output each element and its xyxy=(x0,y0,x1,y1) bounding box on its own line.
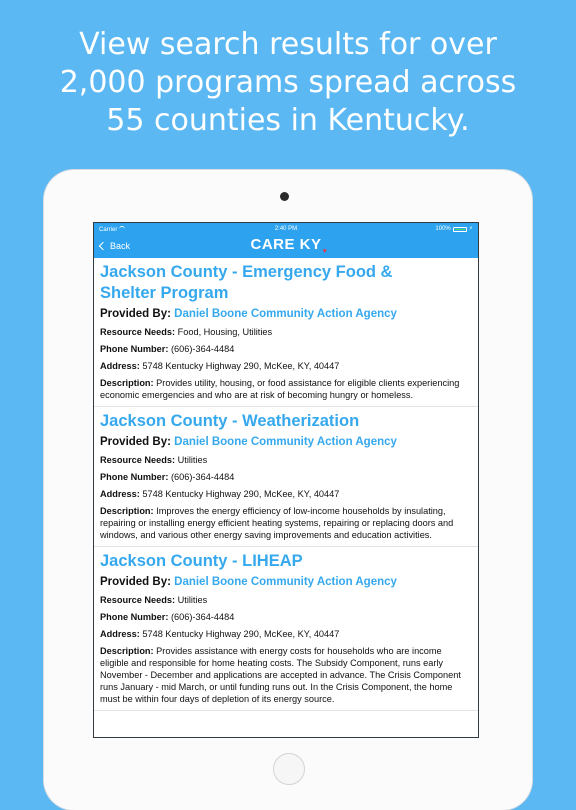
address: Address: 5748 Kentucky Highway 290, McKee, KY, 40447 xyxy=(100,361,340,371)
provided-by: Provided By: Daniel Boone Community Action Agency xyxy=(100,308,397,320)
address-link[interactable]: 5748 Kentucky Highway 290, McKee, KY, 40447 xyxy=(142,489,340,499)
address-link[interactable]: 5748 Kentucky Highway 290, McKee, KY, 40447 xyxy=(142,361,340,371)
phone-link[interactable]: (606)-364-4484 xyxy=(170,472,235,482)
app-logo xyxy=(94,236,478,253)
resource-needs: Resource Needs: Utilities xyxy=(100,455,208,465)
description: Description: Provides assistance with energy costs for households who are income eligible and responsible for home heating costs. The Subsidy Component, runs early November - December and applications are accepted in advance. The Crisis Component runs January - mid March, or until funding runs out. In the Crisis Component, the home must be within four days of depletion of its energy source. xyxy=(100,646,461,704)
program-title[interactable]: Jackson County - Emergency Food & Shelter Program xyxy=(100,263,393,302)
provider-link[interactable]: Daniel Boone Community Action Agency xyxy=(174,436,397,448)
phone-number: Phone Number: (606)-364-4484 xyxy=(100,472,235,482)
program-title[interactable]: Jackson County - Weatherization xyxy=(100,412,360,430)
program-card[interactable] xyxy=(94,407,478,547)
provided-by: Provided By: Daniel Boone Community Action Agency xyxy=(100,436,397,448)
status-battery xyxy=(435,226,473,233)
battery-percent: 100% xyxy=(435,226,451,232)
address: Address: 5748 Kentucky Highway 290, McKee, KY, 40447 xyxy=(100,629,340,639)
headline-line-2: 2,000 programs spread across xyxy=(59,65,517,100)
status-time: 2:40 PM xyxy=(274,226,298,232)
program-card[interactable] xyxy=(94,258,478,407)
phone-number: Phone Number: (606)-364-4484 xyxy=(100,344,235,354)
status-carrier: Carrier xyxy=(99,226,125,234)
camera-icon xyxy=(280,192,289,201)
headline-line-3: 55 counties in Kentucky. xyxy=(106,103,470,138)
address: Address: 5748 Kentucky Highway 290, McKee, KY, 40447 xyxy=(100,489,340,499)
address-link[interactable]: 5748 Kentucky Highway 290, McKee, KY, 40447 xyxy=(142,629,340,639)
results-list xyxy=(94,258,478,711)
heart-icon: ♥ xyxy=(322,248,328,255)
program-card[interactable] xyxy=(94,547,478,711)
phone-link[interactable]: (606)-364-4484 xyxy=(170,612,235,622)
resource-needs: Resource Needs: Utilities xyxy=(100,595,208,605)
phone-link[interactable]: (606)-364-4484 xyxy=(170,344,235,354)
phone-number: Phone Number: (606)-364-4484 xyxy=(100,612,235,622)
app-logo-text: CARE KY xyxy=(250,236,322,253)
headline-line-1: View search results for over xyxy=(79,27,497,62)
provider-link[interactable]: Daniel Boone Community Action Agency xyxy=(174,308,397,320)
charging-icon: ⚡ xyxy=(468,226,473,232)
navigation-bar xyxy=(94,223,478,258)
back-label: Back xyxy=(110,241,131,251)
provided-by: Provided By: Daniel Boone Community Action Agency xyxy=(100,576,397,588)
description: Description: Provides utility, housing, or food assistance for eligible clients experiencing economic emergencies and who are at risk of becoming hungry or homeless. xyxy=(100,378,460,400)
promo-headline xyxy=(0,26,576,140)
resource-needs: Resource Needs: Food, Housing, Utilities xyxy=(100,327,273,337)
provider-link[interactable]: Daniel Boone Community Action Agency xyxy=(174,576,397,588)
description: Description: Improves the energy efficiency of low-income households by insulating, repairing or installing energy efficient heating systems, repairing or replacing doors and windows, and various other energy saving improvements and education activities. xyxy=(100,506,454,540)
home-button[interactable] xyxy=(273,753,305,785)
battery-icon xyxy=(453,227,467,232)
app-screen xyxy=(94,223,478,737)
program-title[interactable]: Jackson County - LIHEAP xyxy=(100,552,303,570)
tablet-frame xyxy=(44,170,532,810)
